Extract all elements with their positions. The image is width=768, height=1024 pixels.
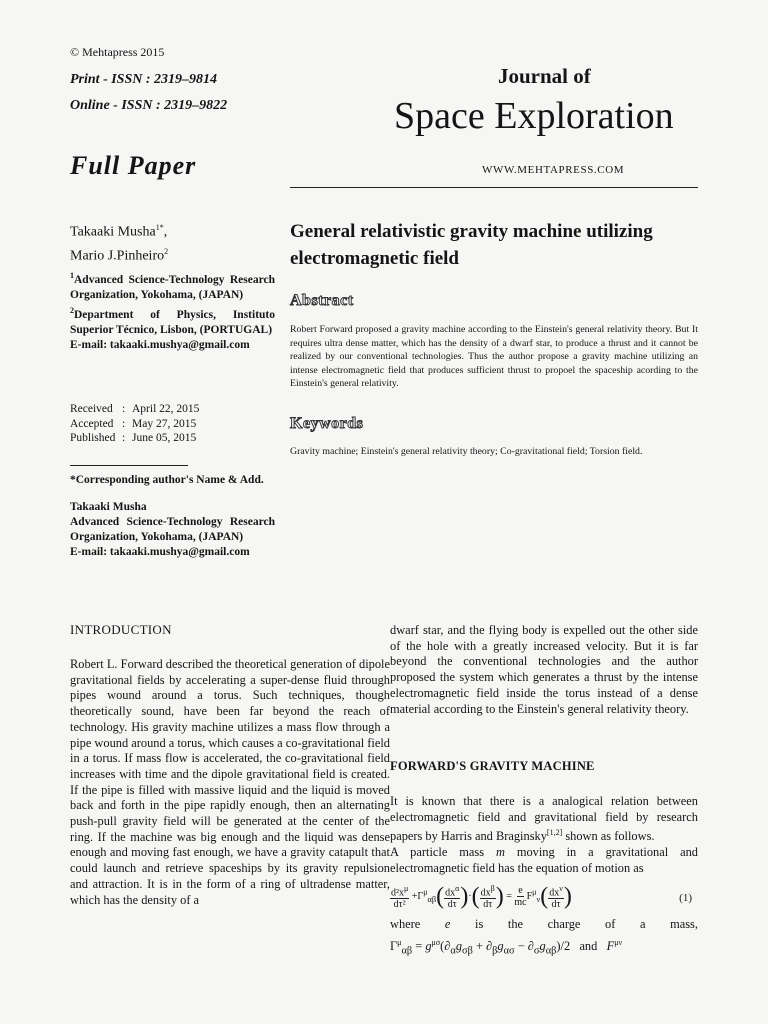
- keywords-text: Gravity machine; Einstein's general relativity theory; Co-gravitational field; Torsion field.: [290, 446, 643, 457]
- affiliation-2: [70, 303, 275, 338]
- author-1-name: Takaaki Musha: [70, 224, 156, 240]
- gravity-machine-paragraph-2: [390, 845, 698, 876]
- where-word: charge: [547, 917, 581, 931]
- affiliation-1: [70, 268, 275, 303]
- affiliation-1-marker: 1: [70, 271, 74, 280]
- field-tensor-symbol: $F^{\mu\nu}$: [606, 938, 623, 954]
- introduction-text-left: [70, 657, 390, 908]
- author-2-marker: 2: [164, 246, 169, 256]
- author-list: [70, 218, 168, 265]
- charge-symbol: e: [444, 917, 451, 931]
- author-email[interactable]: E-mail: takaaki.mushya@gmail.com: [70, 338, 250, 351]
- author-2: [70, 242, 168, 266]
- footnote-rule: [70, 465, 188, 466]
- published-label: Published: [70, 432, 116, 444]
- affiliation-1-text: Advanced Science-Technology Research Organization, Yokohama, (JAPAN): [70, 273, 275, 301]
- affiliations: [70, 268, 275, 353]
- published-date: [70, 431, 199, 446]
- where-word: is: [475, 917, 484, 931]
- introduction-paragraph-continued: dwarf star, and the flying body is expelled out the other side of the hole with a greatly increased velocity. But it is far beyond the conventional technologies and the author proposed the system which generates a thrust by the intense electromagnetic field inside the torus instead of a dense material according to the Einstein's general relativity theory.: [390, 623, 698, 716]
- header-rule: [290, 187, 698, 188]
- journal-label: Journal of: [498, 64, 591, 88]
- introduction-text-right: [390, 623, 698, 717]
- accepted-value: May 27, 2015: [132, 417, 197, 430]
- mass-symbol: m: [495, 845, 505, 860]
- equation-2: [390, 938, 698, 957]
- date-separator: :: [122, 432, 126, 444]
- equation-1: [390, 883, 698, 919]
- gravity-machine-paragraph-1: [390, 794, 698, 845]
- gravity-machine-text: [390, 794, 698, 877]
- where-line: [390, 917, 698, 932]
- accepted-label: Accepted: [70, 417, 114, 430]
- journal-title: Space Exploration: [394, 95, 674, 137]
- introduction-heading: INTRODUCTION: [70, 622, 172, 637]
- author-1-separator: ,: [163, 224, 168, 240]
- equation-1-number: (1): [679, 892, 692, 904]
- corresponding-author-block: [70, 473, 275, 560]
- corresponding-email[interactable]: E-mail: takaaki.mushya@gmail.com: [70, 546, 250, 558]
- article-dates: [70, 402, 199, 446]
- date-separator: :: [122, 403, 126, 415]
- full-paper-label: Full Paper: [70, 151, 197, 180]
- copyright-notice: © Mehtapress 2015: [70, 45, 165, 59]
- where-word: the: [507, 917, 524, 931]
- corresponding-address: Advanced Science-Technology Research Organization, Yokohama, (JAPAN): [70, 516, 275, 543]
- equation-1-formula: $\frac{d^2x^\mu}{\text{dτ²}}$ $+\Gamma^\mu_{\alpha\beta}$( $\frac{dx^\alpha}{d\tau}$ )·( $\frac{dx^\beta}{d\tau}$ ) = $\frac{e}{mc}$ $F^\mu_\nu$( $\frac{dx^\nu}{d\tau}$ ): [391, 883, 572, 911]
- corresponding-heading: *Corresponding author's Name & Add.: [70, 474, 264, 486]
- print-issn: Print - ISSN : 2319–9814: [70, 72, 218, 87]
- received-value: April 22, 2015: [132, 403, 200, 415]
- accepted-date: [70, 417, 199, 432]
- published-value: June 05, 2015: [132, 432, 197, 444]
- abstract-text: Robert Forward proposed a gravity machine according to the Einstein's general relativity theory. But It requires ultra dense matter, which has the density of a dwarf star, to produce a thrust and it cannot be realized by our conventional technologies. Thus the author propose a gravity machine utilizing an intense electromagnetic field that produces sufficient thrust to propoel the spaceship acording to the Einstein's general relativity.: [290, 324, 698, 389]
- author-2-name: Mario J.Pinheiro: [70, 248, 165, 264]
- received-label: Received: [70, 403, 113, 415]
- gm-paragraph-2-text: A particle mass: [390, 845, 496, 860]
- author-1: [70, 218, 168, 242]
- where-word: a: [639, 917, 646, 931]
- gm-paragraph-2-tail: moving in a gravitational and electromagnetic field has the equation of motion as: [390, 845, 698, 875]
- received-date: [70, 402, 199, 417]
- and-word: and: [579, 939, 598, 954]
- introduction-paragraph: Robert L. Forward described the theoretical generation of dipole gravitational fields by accelerating a super-dense fluid through pipes wound around a torus. Such techniques, though theoretically sound, have been far beyond the reach of technology. His gravity machine utilizes a mass flow through a pipe wound around a torus, which causes a co-gravitational field in a torus. If mass flow is accelerated, the co-gravitational field increases with time and the dipole gravitational field is created. If the pipe is filled with massive liquid and the liquid is moved back and forth in the pipe rapidly enough, then an alternating push-pull gravity field will be generated at the center of the ring. If the machine was big enough and the liquid was dense enough and moving fast enough, we have a gravity catapult that could launch and retrieve spaceships by its gravity repulsion and attraction. It is in the form of a ring of ultradense matter, which has the density of a: [70, 657, 390, 907]
- author-1-marker: 1*: [155, 223, 164, 232]
- abstract-heading: Abstract: [290, 292, 354, 309]
- keywords-heading: Keywords: [290, 415, 364, 432]
- gravity-machine-heading: FORWARD'S GRAVITY MACHINE: [390, 759, 595, 773]
- journal-website-link[interactable]: WWW.MEHTAPRESS.COM: [482, 164, 625, 176]
- date-separator: :: [122, 417, 126, 430]
- online-issn: Online - ISSN : 2319–9822: [70, 98, 228, 113]
- citation-ref[interactable]: [1,2]: [546, 828, 563, 838]
- where-word: where: [390, 917, 421, 931]
- affiliation-2-marker: 2: [70, 305, 74, 315]
- corresponding-name: Takaaki Musha: [70, 501, 147, 513]
- affiliation-2-text: Department of Physics, Instituto Superior Técnico, Lisbon, (PORTUGAL): [70, 308, 275, 336]
- article-title: General relativistic gravity machine utilizing electromagnetic field: [290, 221, 653, 269]
- where-word: mass,: [670, 917, 698, 931]
- where-word: of: [605, 917, 616, 931]
- christoffel-formula: $\Gamma^\mu_{\alpha\beta} = g^{\mu\sigma}(\partial_\alpha g_{\sigma\beta} + \partial_\beta g_{\alpha\sigma} - \partial_\sigma g_{\alpha\beta})/2$: [390, 938, 571, 957]
- gm-paragraph-1-text: It is known that there is a analogical relation between electromagnetic field and gravitational field by research papers by Harris and Braginsky: [390, 794, 698, 844]
- gm-paragraph-1-tail: shown as follows.: [562, 829, 655, 844]
